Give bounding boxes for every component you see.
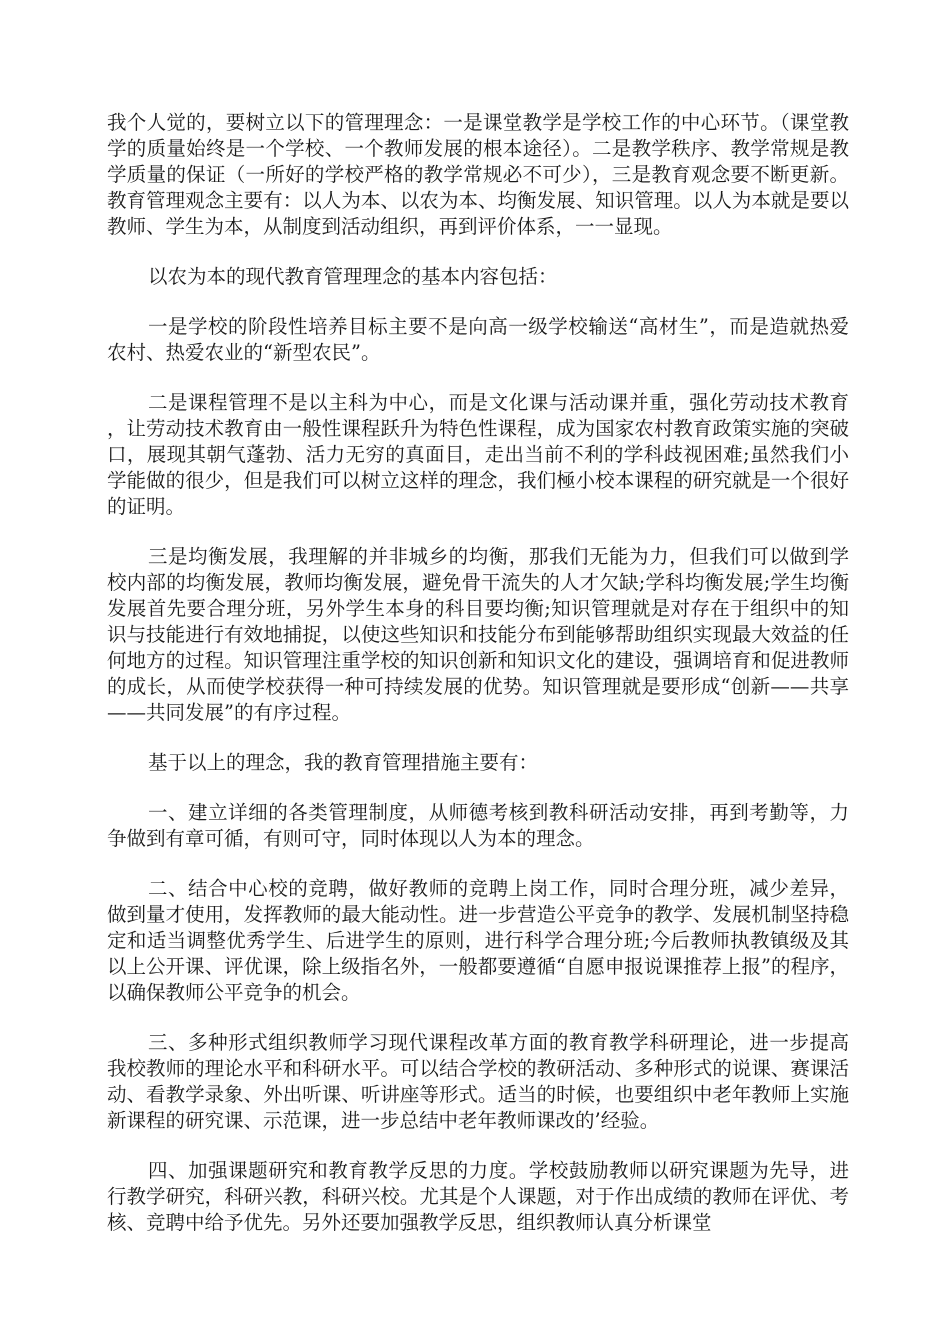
paragraph-measure-1: 一、建立详细的各类管理制度，从师德考核到教科研活动安排，再到考勤等，力争做到有章可循，有则可守，同时体现以人为本的理念。 [107,801,849,850]
paragraph-training-goal: 一是学校的阶段性培养目标主要不是向高一级学校输送“高材生”，而是造就热爱农村、热爱农业的“新型农民”。 [107,315,849,364]
paragraph-balanced-development: 三是均衡发展，我理解的并非城乡的均衡，那我们无能为力，但我们可以做到学校内部的均衡发展，教师均衡发展，避免骨干流失的人才欠缺;学科均衡发展;学生均衡发展首先要合理分班，另外学生本身的科目要均衡;知识管理就是对存在于组织中的知识与技能进行有效地捕捉，以使这些知识和技能分布到能够帮助组织实现最大效益的任何地方的过程。知识管理注重学校的知识创新和知识文化的建设，强调培育和促进教师的成长，从而使学校获得一种可持续发展的优势。知识管理就是要形成“创新——共享——共同发展”的有序过程。 [107,545,849,724]
paragraph-measure-3: 三、多种形式组织教师学习现代课程改革方面的教育教学科研理论，进一步提高我校教师的理论水平和科研水平。可以结合学校的教研活动、多种形式的说课、赛课活动、看教学录象、外出听课、听讲座等形式。适当的时候，也要组织中老年教师上实施新课程的研究课、示范课，进一步总结中老年教师课改的’经验。 [107,1031,849,1132]
paragraph-management-philosophy: 我个人觉的，要树立以下的管理理念：一是课堂教学是学校工作的中心环节。（课堂教学的质量始终是一个学校、一个教师发展的根本途径）。二是教学秩序、教学常规是教学质量的保证（一所好的学校严格的教学常规必不可少），三是教育观念要不断更新。教育管理观念主要有：以人为本、以农为本、均衡发展、知识管理。以人为本就是要以教师、学生为本，从制度到活动组织，再到评价体系，一一显现。 [107,111,849,238]
paragraph-measures-intro: 基于以上的理念，我的教育管理措施主要有： [147,751,538,774]
paragraph-measure-2: 二、结合中心校的竞聘，做好教师的竞聘上岗工作，同时合理分班，减少差异，做到量才使用，发挥教师的最大能动性。进一步营造公平竞争的教学、发展机制坚持稳定和适当调整优秀学生、后进学生的原则，进行科学合理分班;今后教师执教镇级及其以上公开课、评优课，除上级指名外，一般都要遵循“自愿申报说课推荐上报”的程序，以确保教师公平竞争的机会。 [107,877,849,1004]
paragraph-rural-education-intro: 以农为本的现代教育管理理念的基本内容包括： [147,265,558,288]
paragraph-measure-4: 四、加强课题研究和教育教学反思的力度。学校鼓励教师以研究课题为先导，进行教学研究，科研兴教，科研兴校。尤其是个人课题，对于作出成绩的教师在评优、考核、竞聘中给予优先。另外还要加强教学反思，组织教师认真分析课堂 [107,1159,849,1234]
document-body [107,110,849,1260]
paragraph-curriculum-management: 二是课程管理不是以主科为中心，而是文化课与活动课并重，强化劳动技术教育，让劳动技术教育由一般性课程跃升为特色性课程，成为国家农村教育政策实施的突破口，展现其朝气蓬勃、活力无穷的真面目，走出当前不利的学科歧视困难;虽然我们小学能做的很少，但是我们可以树立这样的理念，我们極小校本课程的研究就是一个很好的证明。 [107,391,849,518]
